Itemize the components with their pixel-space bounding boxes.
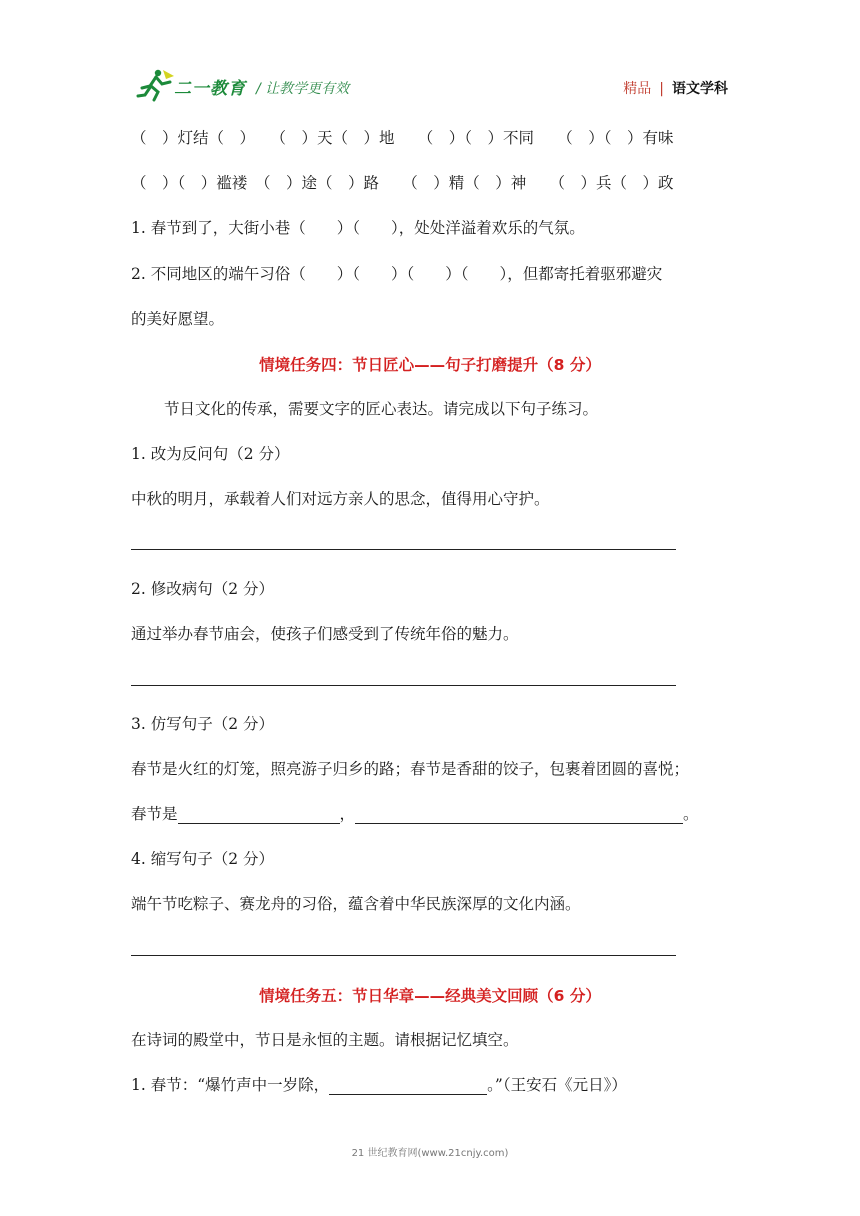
poem-1-prefix: 1. 春节：“爆竹声中一岁除， [131,1076,330,1094]
question-2-sentence: 通过举办春节庙会，使孩子们感受到了传统年俗的魅力。 [131,625,519,643]
header-separator: | [659,81,664,97]
task-5-intro: 在诗词的殿堂中，节日是永恒的主题。请根据记忆填空。 [131,1031,519,1049]
fill-sentence-1: 1. 春节到了，大街小巷（ ）（ ），处处洋溢着欢乐的气氛。 [131,219,585,237]
blank-poem-1[interactable] [329,1078,487,1095]
page-header [132,66,728,106]
question-3-sentence: 春节是火红的灯笼，照亮游子归乡的路；春节是香甜的饺子，包裹着团圆的喜悦； [131,760,690,778]
idiom-row-2: （ ）（ ）褴褛 （ ）途（ ）路 （ ）精（ ）神 （ ）兵（ ）政 [131,174,674,192]
header-premium-label: 精品 [623,81,652,97]
task-4-intro: 节日文化的传承，需要文字的匠心表达。请完成以下句子练习。 [164,400,599,418]
fill-sentence-2: 2. 不同地区的端午习俗（ ）（ ）（ ）（ ），但都寄托着驱邪避灾 [131,265,663,283]
section-title-task-4: 情境任务四：节日匠心——句子打磨提升（8 分） [259,356,601,374]
header-slogan: / 让教学更有效 [256,81,350,97]
poem-1-suffix: 。”（王安石《元日》） [487,1076,627,1094]
answer-line-2[interactable] [131,685,676,686]
running-man-logo-icon [136,68,176,102]
question-3-prefix: 春节是 [131,805,178,823]
poem-question-1 [131,1075,627,1095]
question-2-label: 2. 修改病句（2 分） [131,580,275,598]
question-3-label: 3. 仿写句子（2 分） [131,715,275,733]
idiom-row-1: （ ）灯结（ ） （ ）天（ ）地 （ ）（ ）不同 （ ）（ ）有味 [131,129,674,147]
header-subject-label: 语文学科 [672,81,728,97]
header-subject [623,78,728,98]
blank-3a[interactable] [178,807,340,824]
fill-sentence-2-cont: 的美好愿望。 [131,310,225,328]
section-title-task-5: 情境任务五：节日华章——经典美文回顾（6 分） [259,987,601,1005]
question-1-sentence: 中秋的明月，承载着人们对远方亲人的思念，值得用心守护。 [131,490,550,508]
question-3-answer-row [131,804,699,824]
question-1-label: 1. 改为反问句（2 分） [131,445,290,463]
answer-line-1[interactable] [131,549,676,550]
blank-3b[interactable] [355,807,683,824]
question-3-end: 。 [683,805,699,823]
question-3-comma: ， [339,805,356,823]
logo-text: 二一教育 [174,79,246,99]
question-4-sentence: 端午节吃粽子、赛龙舟的习俗，蕴含着中华民族深厚的文化内涵。 [131,895,581,913]
question-4-label: 4. 缩写句子（2 分） [131,850,275,868]
page-footer: 21 世纪教育网(www.21cnjy.com) [351,1148,509,1159]
answer-line-4[interactable] [131,955,676,956]
